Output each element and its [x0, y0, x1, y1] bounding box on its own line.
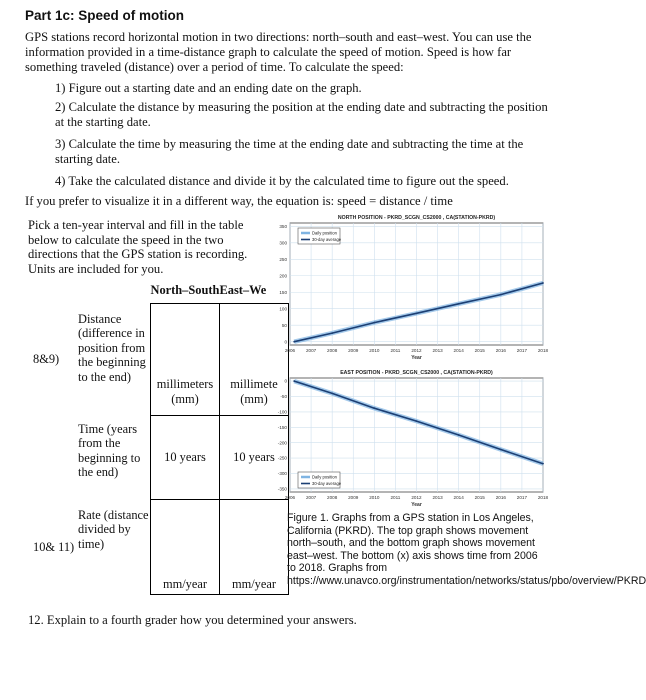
- y-tick-label: -100: [277, 409, 287, 415]
- x-tick-label: 2009: [348, 348, 359, 353]
- series-point: [331, 393, 333, 395]
- ns-time-input[interactable]: 10 years: [151, 416, 220, 500]
- series-point: [293, 341, 295, 343]
- row-label-rate: Rate (distance divided by time): [78, 507, 149, 551]
- question-12: 12. Explain to a fourth grader how you determined your answers.: [28, 613, 357, 627]
- series-point: [458, 303, 460, 305]
- x-tick-label: 2012: [411, 348, 422, 353]
- series-point: [373, 407, 375, 409]
- x-tick-label: 2007: [305, 495, 317, 500]
- series-point: [416, 420, 418, 422]
- chart-title: NORTH POSITION - PKRD_SCGN_CS2000 , CA(STATION-PKRD): [337, 215, 496, 221]
- y-tick-label: 250: [279, 256, 287, 262]
- table-instructions: Pick a ten-year interval and fill in the table below to calculate the speed in the two directions that the GPS station is recording. Units are included for you.: [28, 218, 248, 276]
- x-tick-label: 2017: [516, 495, 528, 500]
- y-tick-label: -250: [277, 455, 287, 461]
- step-1: 1) Figure out a starting date and an ending date on the graph.: [55, 81, 362, 95]
- x-tick-label: 2011: [390, 495, 401, 500]
- x-tick-label: 2013: [432, 348, 443, 353]
- figure-caption: Figure 1. Graphs from a GPS station in Los Angeles, California (PKRD). The top graph shows movement north–south, and the bottom graph shows movement east–west. The bottom (x) axis shows time from 2006 to 2018. Graphs from https://www.unavco.org/instrumentation/networks/status/pbo/overview/PKRD: [287, 512, 646, 587]
- x-tick-label: 2014: [453, 495, 464, 500]
- x-tick-label: 2018: [537, 495, 549, 500]
- x-tick-label: 2010: [369, 348, 380, 353]
- step-3: 3) Calculate the time by measuring the time at the ending date and subtracting the time at the starting date.: [55, 137, 524, 166]
- x-tick-label: 2018: [537, 348, 549, 353]
- y-tick-label: -50: [280, 394, 287, 400]
- north-position-chart: [272, 212, 554, 368]
- series-point: [500, 294, 502, 296]
- row-number: 8&9): [33, 352, 60, 366]
- x-tick-label: 2006: [284, 348, 296, 353]
- legend-label-average: 30-day average: [312, 481, 342, 486]
- page-title: Part 1c: Speed of motion: [25, 8, 185, 23]
- y-tick-label: -150: [277, 424, 287, 430]
- ns-rate-input[interactable]: mm/year: [151, 500, 220, 595]
- x-tick-label: 2015: [474, 348, 485, 353]
- x-axis-label: Year: [411, 502, 422, 508]
- ns-distance-input[interactable]: millimeters (mm): [151, 304, 220, 416]
- y-tick-label: 350: [279, 223, 287, 229]
- y-tick-label: -350: [277, 486, 287, 492]
- y-tick-label: 0: [284, 339, 287, 345]
- series-point: [416, 312, 418, 314]
- y-tick-label: -300: [277, 471, 287, 477]
- x-tick-label: 2006: [284, 495, 296, 500]
- step-2: 2) Calculate the distance by measuring the position at the ending date and subtracting the position at the starting date.: [55, 100, 548, 129]
- series-point: [542, 463, 544, 465]
- x-tick-label: 2010: [369, 495, 380, 500]
- series-point: [542, 282, 544, 284]
- x-tick-label: 2007: [305, 348, 317, 353]
- y-tick-label: -200: [277, 440, 287, 446]
- ew-rate-input[interactable]: mm/year: [220, 500, 289, 595]
- east-position-chart: [272, 368, 554, 512]
- x-tick-label: 2011: [390, 348, 401, 353]
- x-axis-label: Year: [411, 355, 422, 361]
- x-tick-label: 2008: [327, 495, 338, 500]
- row-label-time: Time (years from the beginning to the end): [78, 421, 141, 479]
- speed-table: [33, 283, 289, 595]
- x-tick-label: 2014: [453, 348, 464, 353]
- x-tick-label: 2016: [495, 348, 506, 353]
- y-tick-label: 300: [279, 240, 287, 246]
- legend-label-daily: Daily position: [312, 230, 337, 236]
- series-point: [373, 322, 375, 324]
- series-point: [458, 434, 460, 436]
- y-tick-label: 0: [284, 378, 287, 384]
- series-point: [293, 380, 295, 382]
- ew-time-input[interactable]: 10 years: [220, 416, 289, 500]
- x-tick-label: 2015: [474, 495, 485, 500]
- legend-label-average: 30-day average: [312, 237, 342, 242]
- y-tick-label: 150: [279, 289, 287, 295]
- equation-line: If you prefer to visualize it in a different way, the equation is: speed = distance / time: [25, 194, 453, 208]
- series-point: [500, 449, 502, 451]
- intro-paragraph: GPS stations record horizontal motion in two directions: north–south and east–west. You can use the information provided in a time-distance graph to calculate the speed of motion. Speed is how far something traveled (distance) over a period of time. To calculate the speed:: [25, 30, 532, 74]
- row-label-distance: Distance (difference in position from the beginning to the end): [78, 311, 146, 384]
- x-tick-label: 2016: [495, 495, 506, 500]
- col-header-north-south: North–South: [150, 283, 220, 297]
- ew-distance-input[interactable]: millimete (mm): [220, 304, 289, 416]
- y-tick-label: 50: [281, 322, 287, 328]
- chart-title: EAST POSITION - PKRD_SCGN_CS2000 , CA(STATION-PKRD): [340, 370, 493, 376]
- step-4: 4) Take the calculated distance and divide it by the calculated time to figure out the speed.: [55, 174, 509, 188]
- col-header-east-west: East–We: [219, 283, 267, 297]
- x-tick-label: 2013: [432, 495, 443, 500]
- legend-label-daily: Daily position: [312, 474, 337, 480]
- x-tick-label: 2017: [516, 348, 528, 353]
- y-tick-label: 200: [279, 273, 287, 279]
- row-number: 10& 11): [33, 539, 75, 554]
- x-tick-label: 2012: [411, 495, 422, 500]
- series-point: [331, 332, 333, 334]
- y-tick-label: 100: [279, 306, 287, 312]
- x-tick-label: 2009: [348, 495, 359, 500]
- x-tick-label: 2008: [327, 348, 338, 353]
